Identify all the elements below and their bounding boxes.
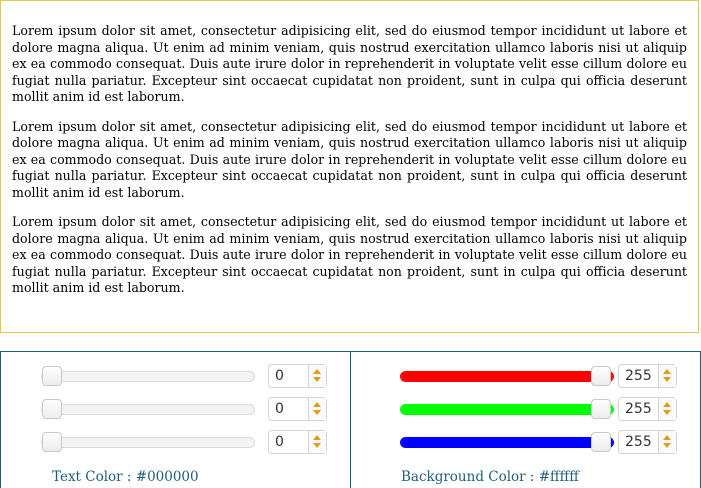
preview-paragraph-1: Lorem ipsum dolor sit amet, consectetur adipisicing elit, sed do eiusmod tempor incididunt ut labore et dolore magna aliqua. Ut enim ad minim veniam, quis nostrud exercitation ullamco laboris nisi ut aliquip ex ea commodo consequat. Duis aute irure dolor in reprehenderit in voluptate velit esse cillum dolore eu fugiat nulla pariatur. Excepteur sint occaecat cupidatat non proident, sunt in culpa qui officia deserunt mollit anim id est laborum.	[12, 23, 687, 104]
increment-arrow-icon[interactable]	[313, 402, 321, 407]
text-green-row	[41, 396, 331, 418]
background-color-caption: Background Color : #ffffff	[401, 469, 579, 485]
bg-green-slider[interactable]	[400, 404, 614, 415]
spinner-arrows	[308, 431, 326, 453]
text-green-value[interactable]: 0	[275, 401, 284, 417]
bg-red-slider[interactable]	[400, 371, 614, 382]
text-color-panel	[0, 352, 351, 488]
bg-red-value[interactable]: 255	[625, 368, 652, 384]
text-blue-value[interactable]: 0	[275, 434, 284, 450]
decrement-arrow-icon[interactable]	[663, 410, 671, 415]
increment-arrow-icon[interactable]	[663, 435, 671, 440]
bg-red-slider-handle[interactable]	[591, 366, 611, 386]
bg-green-slider-handle[interactable]	[591, 399, 611, 419]
text-red-slider[interactable]	[41, 371, 255, 382]
bg-red-spinner[interactable]	[618, 364, 677, 388]
bg-green-value[interactable]: 255	[625, 401, 652, 417]
bg-blue-slider-handle[interactable]	[591, 432, 611, 452]
decrement-arrow-icon[interactable]	[663, 377, 671, 382]
increment-arrow-icon[interactable]	[663, 402, 671, 407]
decrement-arrow-icon[interactable]	[313, 410, 321, 415]
spinner-arrows	[658, 431, 676, 453]
text-red-slider-handle[interactable]	[42, 366, 62, 386]
color-controls	[0, 351, 701, 488]
text-color-caption: Text Color : #000000	[52, 469, 199, 485]
text-blue-slider-handle[interactable]	[42, 432, 62, 452]
text-green-slider[interactable]	[41, 404, 255, 415]
decrement-arrow-icon[interactable]	[663, 443, 671, 448]
background-color-panel	[351, 352, 701, 488]
bg-blue-slider[interactable]	[400, 437, 614, 448]
bg-green-slider-fill	[401, 405, 613, 414]
spinner-arrows	[308, 398, 326, 420]
text-green-slider-handle[interactable]	[42, 399, 62, 419]
bg-green-spinner[interactable]	[618, 397, 677, 421]
increment-arrow-icon[interactable]	[663, 369, 671, 374]
preview-paragraph-2: Lorem ipsum dolor sit amet, consectetur adipisicing elit, sed do eiusmod tempor incididunt ut labore et dolore magna aliqua. Ut enim ad minim veniam, quis nostrud exercitation ullamco laboris nisi ut aliquip ex ea commodo consequat. Duis aute irure dolor in reprehenderit in voluptate velit esse cillum dolore eu fugiat nulla pariatur. Excepteur sint occaecat cupidatat non proident, sunt in culpa qui officia deserunt mollit anim id est laborum.	[12, 118, 687, 200]
bg-red-slider-fill	[401, 372, 613, 381]
text-red-row	[41, 363, 331, 385]
bg-green-row	[400, 396, 690, 418]
spinner-arrows	[658, 365, 676, 387]
spinner-arrows	[658, 398, 676, 420]
bg-red-row	[400, 363, 690, 385]
text-red-value[interactable]: 0	[275, 368, 284, 384]
text-blue-row	[41, 429, 331, 451]
spinner-arrows	[308, 365, 326, 387]
bg-blue-slider-fill	[401, 438, 613, 447]
bg-blue-value[interactable]: 255	[625, 434, 652, 450]
text-blue-spinner[interactable]	[268, 430, 327, 454]
increment-arrow-icon[interactable]	[313, 369, 321, 374]
text-red-spinner[interactable]	[268, 364, 327, 388]
text-green-spinner[interactable]	[268, 397, 327, 421]
bg-blue-row	[400, 429, 690, 451]
decrement-arrow-icon[interactable]	[313, 443, 321, 448]
increment-arrow-icon[interactable]	[313, 435, 321, 440]
decrement-arrow-icon[interactable]	[313, 377, 321, 382]
preview-paragraph-3: Lorem ipsum dolor sit amet, consectetur adipisicing elit, sed do eiusmod tempor incididunt ut labore et dolore magna aliqua. Ut enim ad minim veniam, quis nostrud exercitation ullamco laboris nisi ut aliquip ex ea commodo consequat. Duis aute irure dolor in reprehenderit in voluptate velit esse cillum dolore eu fugiat nulla pariatur. Excepteur sint occaecat cupidatat non proident, sunt in culpa qui officia deserunt mollit anim id est laborum.	[12, 214, 687, 295]
text-blue-slider[interactable]	[41, 437, 255, 448]
bg-blue-spinner[interactable]	[618, 430, 677, 454]
